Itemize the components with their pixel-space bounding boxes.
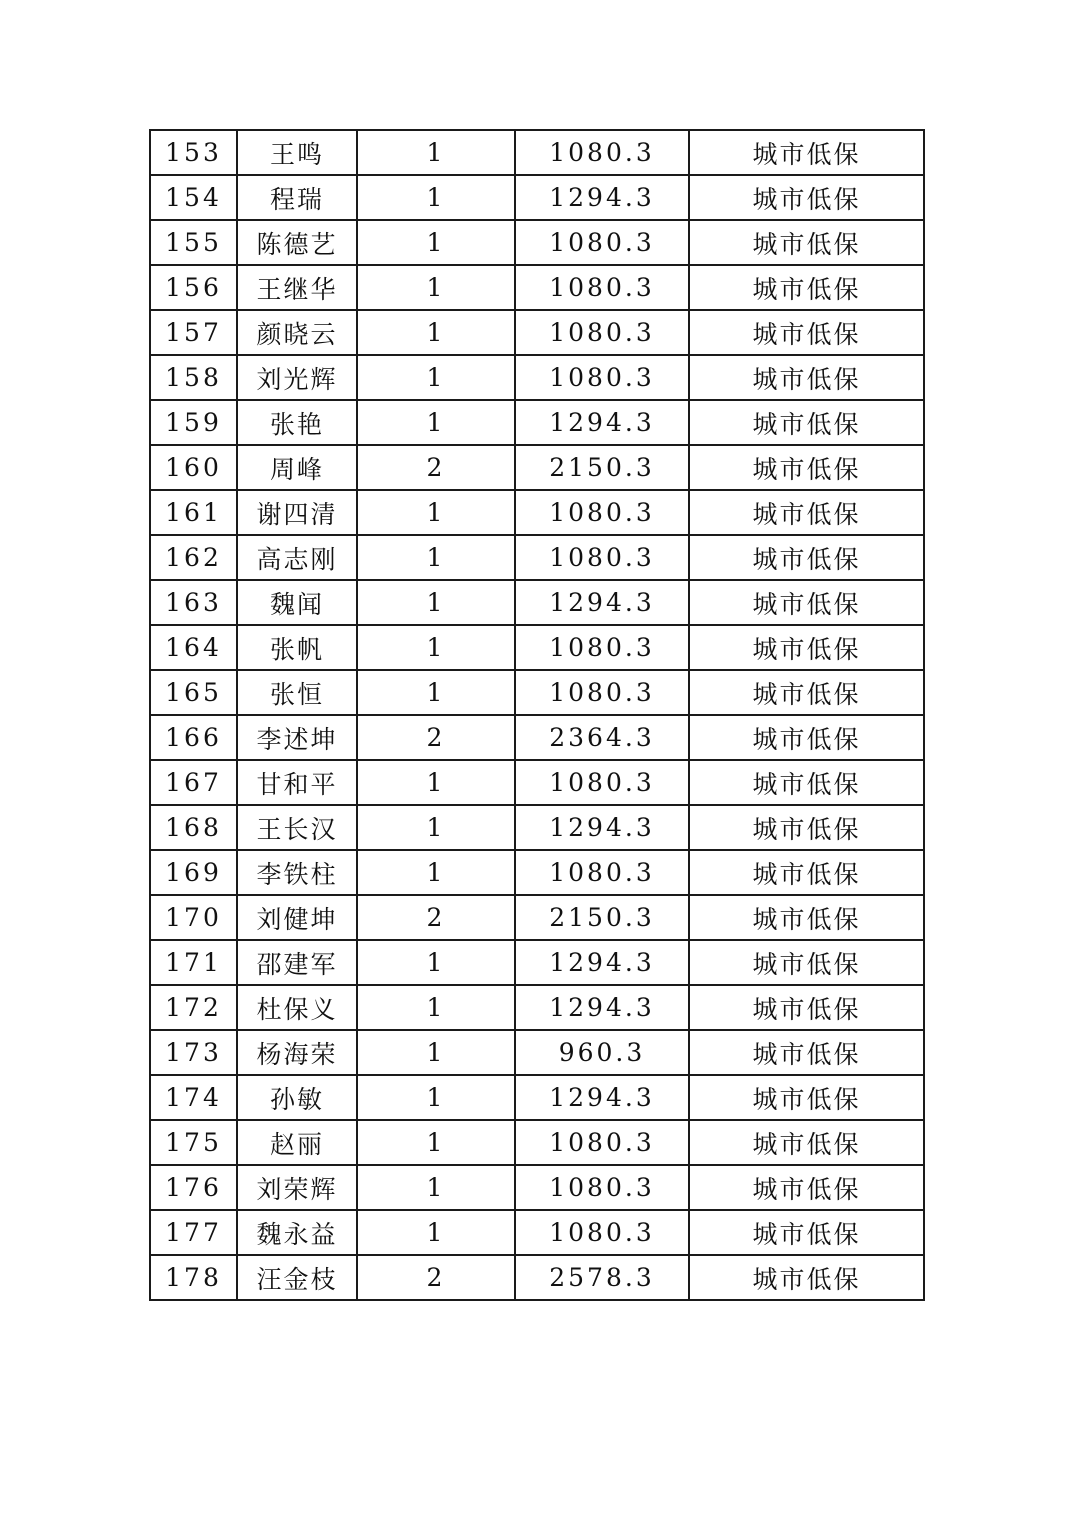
cell-household-size: 1	[357, 175, 515, 220]
table-row	[150, 535, 924, 580]
table-row	[150, 265, 924, 310]
cell-name: 谢四清	[237, 490, 357, 535]
cell-name: 魏闻	[237, 580, 357, 625]
cell-name: 李述坤	[237, 715, 357, 760]
cell-serial-number: 163	[150, 580, 237, 625]
cell-amount: 960.3	[515, 1030, 689, 1075]
table-row	[150, 895, 924, 940]
cell-assistance-type: 城市低保	[689, 175, 924, 220]
cell-household-size: 1	[357, 670, 515, 715]
cell-serial-number: 158	[150, 355, 237, 400]
table-row	[150, 850, 924, 895]
table-row	[150, 1030, 924, 1075]
cell-household-size: 1	[357, 535, 515, 580]
cell-name: 甘和平	[237, 760, 357, 805]
cell-amount: 1080.3	[515, 1165, 689, 1210]
cell-assistance-type: 城市低保	[689, 580, 924, 625]
cell-serial-number: 168	[150, 805, 237, 850]
cell-assistance-type: 城市低保	[689, 670, 924, 715]
cell-assistance-type: 城市低保	[689, 850, 924, 895]
cell-household-size: 1	[357, 985, 515, 1030]
cell-amount: 1294.3	[515, 940, 689, 985]
table-row	[150, 580, 924, 625]
cell-amount: 1294.3	[515, 400, 689, 445]
cell-serial-number: 164	[150, 625, 237, 670]
table-row	[150, 400, 924, 445]
cell-assistance-type: 城市低保	[689, 400, 924, 445]
table-row	[150, 130, 924, 175]
cell-household-size: 1	[357, 130, 515, 175]
cell-amount: 1080.3	[515, 670, 689, 715]
cell-assistance-type: 城市低保	[689, 940, 924, 985]
table-row	[150, 490, 924, 535]
cell-amount: 1080.3	[515, 535, 689, 580]
cell-assistance-type: 城市低保	[689, 1255, 924, 1300]
cell-assistance-type: 城市低保	[689, 715, 924, 760]
cell-amount: 1080.3	[515, 1210, 689, 1255]
cell-name: 周峰	[237, 445, 357, 490]
table-row	[150, 985, 924, 1030]
cell-serial-number: 166	[150, 715, 237, 760]
cell-amount: 1080.3	[515, 490, 689, 535]
cell-name: 王长汉	[237, 805, 357, 850]
table-row	[150, 625, 924, 670]
cell-serial-number: 173	[150, 1030, 237, 1075]
cell-amount: 1080.3	[515, 760, 689, 805]
table-row	[150, 670, 924, 715]
table-row	[150, 445, 924, 490]
cell-name: 杜保义	[237, 985, 357, 1030]
table-body	[150, 130, 924, 1300]
table-row	[150, 1120, 924, 1165]
cell-serial-number: 159	[150, 400, 237, 445]
cell-household-size: 1	[357, 850, 515, 895]
cell-amount: 1294.3	[515, 1075, 689, 1120]
cell-assistance-type: 城市低保	[689, 445, 924, 490]
cell-name: 张艳	[237, 400, 357, 445]
table-row	[150, 805, 924, 850]
table-row	[150, 940, 924, 985]
cell-serial-number: 170	[150, 895, 237, 940]
table-row	[150, 1165, 924, 1210]
cell-household-size: 1	[357, 310, 515, 355]
cell-assistance-type: 城市低保	[689, 265, 924, 310]
table-row	[150, 1075, 924, 1120]
table-row	[150, 1210, 924, 1255]
cell-assistance-type: 城市低保	[689, 1030, 924, 1075]
table-row	[150, 220, 924, 265]
cell-serial-number: 176	[150, 1165, 237, 1210]
cell-household-size: 1	[357, 940, 515, 985]
cell-assistance-type: 城市低保	[689, 1210, 924, 1255]
cell-assistance-type: 城市低保	[689, 310, 924, 355]
cell-amount: 1080.3	[515, 355, 689, 400]
cell-name: 刘光辉	[237, 355, 357, 400]
data-table	[149, 129, 925, 1301]
cell-serial-number: 167	[150, 760, 237, 805]
cell-household-size: 1	[357, 1075, 515, 1120]
cell-serial-number: 178	[150, 1255, 237, 1300]
cell-amount: 1080.3	[515, 220, 689, 265]
cell-serial-number: 160	[150, 445, 237, 490]
cell-name: 李铁柱	[237, 850, 357, 895]
cell-serial-number: 161	[150, 490, 237, 535]
cell-assistance-type: 城市低保	[689, 760, 924, 805]
cell-serial-number: 177	[150, 1210, 237, 1255]
cell-name: 刘健坤	[237, 895, 357, 940]
cell-household-size: 1	[357, 220, 515, 265]
cell-household-size: 1	[357, 400, 515, 445]
cell-serial-number: 157	[150, 310, 237, 355]
cell-name: 张恒	[237, 670, 357, 715]
table-row	[150, 1255, 924, 1300]
cell-assistance-type: 城市低保	[689, 985, 924, 1030]
table-row	[150, 310, 924, 355]
table-row	[150, 715, 924, 760]
cell-household-size: 1	[357, 760, 515, 805]
cell-amount: 1080.3	[515, 265, 689, 310]
cell-assistance-type: 城市低保	[689, 535, 924, 580]
cell-assistance-type: 城市低保	[689, 355, 924, 400]
cell-assistance-type: 城市低保	[689, 625, 924, 670]
cell-household-size: 1	[357, 1210, 515, 1255]
cell-name: 陈德艺	[237, 220, 357, 265]
cell-assistance-type: 城市低保	[689, 805, 924, 850]
cell-name: 王继华	[237, 265, 357, 310]
table-row	[150, 760, 924, 805]
cell-name: 颜晓云	[237, 310, 357, 355]
cell-amount: 1080.3	[515, 130, 689, 175]
cell-serial-number: 155	[150, 220, 237, 265]
cell-household-size: 1	[357, 355, 515, 400]
cell-amount: 2578.3	[515, 1255, 689, 1300]
cell-serial-number: 165	[150, 670, 237, 715]
cell-amount: 1294.3	[515, 580, 689, 625]
cell-serial-number: 162	[150, 535, 237, 580]
cell-serial-number: 174	[150, 1075, 237, 1120]
cell-serial-number: 169	[150, 850, 237, 895]
cell-amount: 2150.3	[515, 445, 689, 490]
cell-amount: 1294.3	[515, 175, 689, 220]
table-row	[150, 175, 924, 220]
cell-assistance-type: 城市低保	[689, 1165, 924, 1210]
cell-amount: 1294.3	[515, 985, 689, 1030]
cell-amount: 1080.3	[515, 310, 689, 355]
cell-amount: 1294.3	[515, 805, 689, 850]
cell-name: 高志刚	[237, 535, 357, 580]
cell-assistance-type: 城市低保	[689, 130, 924, 175]
cell-household-size: 1	[357, 490, 515, 535]
cell-assistance-type: 城市低保	[689, 490, 924, 535]
cell-amount: 2364.3	[515, 715, 689, 760]
cell-name: 汪金枝	[237, 1255, 357, 1300]
cell-name: 赵丽	[237, 1120, 357, 1165]
cell-household-size: 1	[357, 1120, 515, 1165]
cell-name: 邵建军	[237, 940, 357, 985]
cell-amount: 2150.3	[515, 895, 689, 940]
cell-name: 杨海荣	[237, 1030, 357, 1075]
cell-assistance-type: 城市低保	[689, 1120, 924, 1165]
cell-serial-number: 175	[150, 1120, 237, 1165]
cell-household-size: 1	[357, 805, 515, 850]
cell-amount: 1080.3	[515, 625, 689, 670]
cell-household-size: 1	[357, 625, 515, 670]
cell-assistance-type: 城市低保	[689, 220, 924, 265]
cell-household-size: 2	[357, 1255, 515, 1300]
cell-serial-number: 156	[150, 265, 237, 310]
cell-name: 刘荣辉	[237, 1165, 357, 1210]
cell-name: 孙敏	[237, 1075, 357, 1120]
cell-serial-number: 172	[150, 985, 237, 1030]
cell-household-size: 2	[357, 895, 515, 940]
cell-serial-number: 153	[150, 130, 237, 175]
cell-household-size: 2	[357, 445, 515, 490]
cell-household-size: 1	[357, 580, 515, 625]
cell-household-size: 1	[357, 1165, 515, 1210]
cell-household-size: 2	[357, 715, 515, 760]
cell-assistance-type: 城市低保	[689, 1075, 924, 1120]
cell-serial-number: 171	[150, 940, 237, 985]
cell-assistance-type: 城市低保	[689, 895, 924, 940]
cell-household-size: 1	[357, 1030, 515, 1075]
cell-amount: 1080.3	[515, 850, 689, 895]
cell-name: 王鸣	[237, 130, 357, 175]
table-row	[150, 355, 924, 400]
cell-household-size: 1	[357, 265, 515, 310]
cell-name: 张帆	[237, 625, 357, 670]
cell-serial-number: 154	[150, 175, 237, 220]
cell-name: 程瑞	[237, 175, 357, 220]
cell-name: 魏永益	[237, 1210, 357, 1255]
cell-amount: 1080.3	[515, 1120, 689, 1165]
